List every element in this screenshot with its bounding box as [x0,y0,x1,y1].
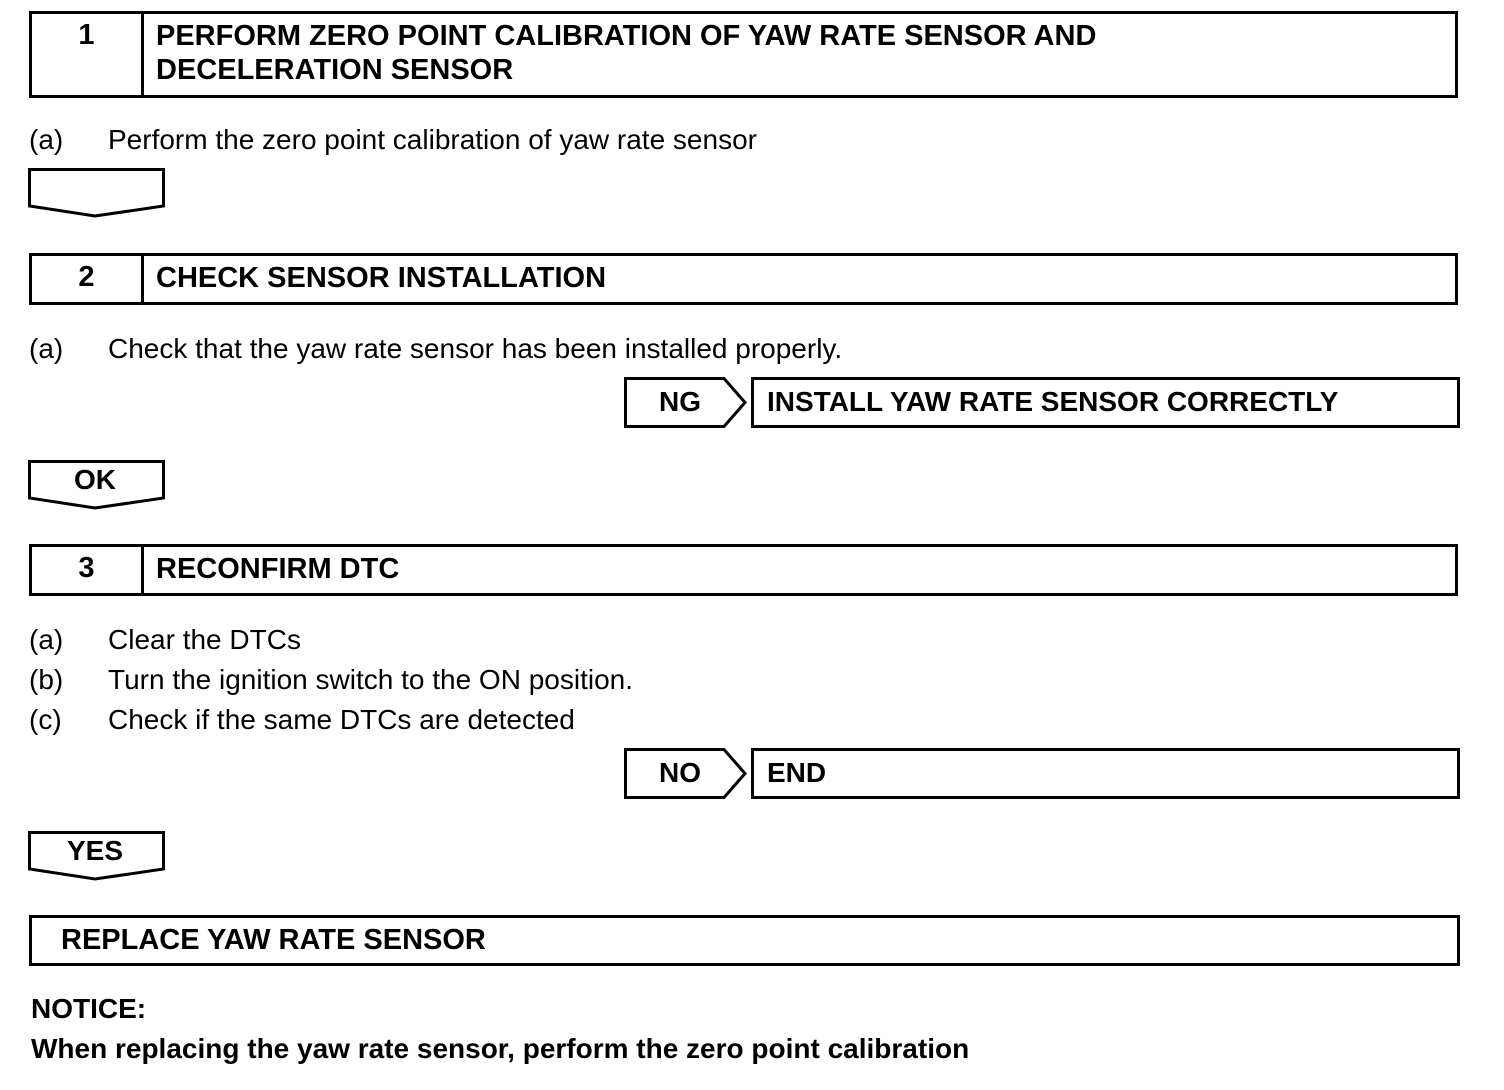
step-number: 2 [32,256,144,302]
branch-label: NG [659,386,701,417]
step-title-line: PERFORM ZERO POINT CALIBRATION OF YAW RATE SENSOR AND [156,20,1097,52]
step-1-header [29,11,1458,98]
step-item-text: Perform the zero point calibration of yaw rate sensor [108,124,757,155]
step-item [29,663,633,697]
step-item-label: (a) [29,333,64,364]
next-arrow-label: OK [74,464,116,495]
notice-heading: NOTICE: [31,993,147,1024]
step-title: RECONFIRM DTC [156,553,400,585]
step-item-text: Check if the same DTCs are detected [108,704,575,735]
step-item-text: Turn the ignition switch to the ON position. [108,664,633,695]
step-item [29,332,842,366]
notice-text: When replacing the yaw rate sensor, perform the zero point calibration [31,1033,970,1064]
step-title: CHECK SENSOR INSTALLATION [156,262,607,294]
step-number: 1 [32,14,144,95]
down-arrow-icon [28,168,166,220]
step-item-label: (a) [29,124,64,155]
step-title-line: DECELERATION SENSOR [156,54,514,86]
branch-result: END [751,748,1460,799]
next-arrow-tag [28,168,166,220]
final-action-box: REPLACE YAW RATE SENSOR [29,915,1460,966]
step-item-label: (a) [29,624,64,655]
step-item-label: (b) [29,664,64,695]
next-arrow-tag [28,831,166,883]
next-arrow-tag [28,460,166,512]
step-title [144,14,1455,95]
step-item [29,623,301,657]
step-item-text: Clear the DTCs [108,624,301,655]
step-2-header [29,253,1458,305]
step-3-header [29,544,1458,596]
step-item-text: Check that the yaw rate sensor has been installed properly. [108,333,843,364]
branch-tag [624,748,748,800]
step-number: 3 [32,547,144,593]
step-item [29,123,757,157]
next-arrow-label: YES [66,835,124,866]
step-item-label: (c) [29,704,62,735]
branch-label: NO [659,757,701,788]
step-item [29,703,575,737]
branch-result: INSTALL YAW RATE SENSOR CORRECTLY [751,377,1460,428]
branch-tag [624,377,748,429]
